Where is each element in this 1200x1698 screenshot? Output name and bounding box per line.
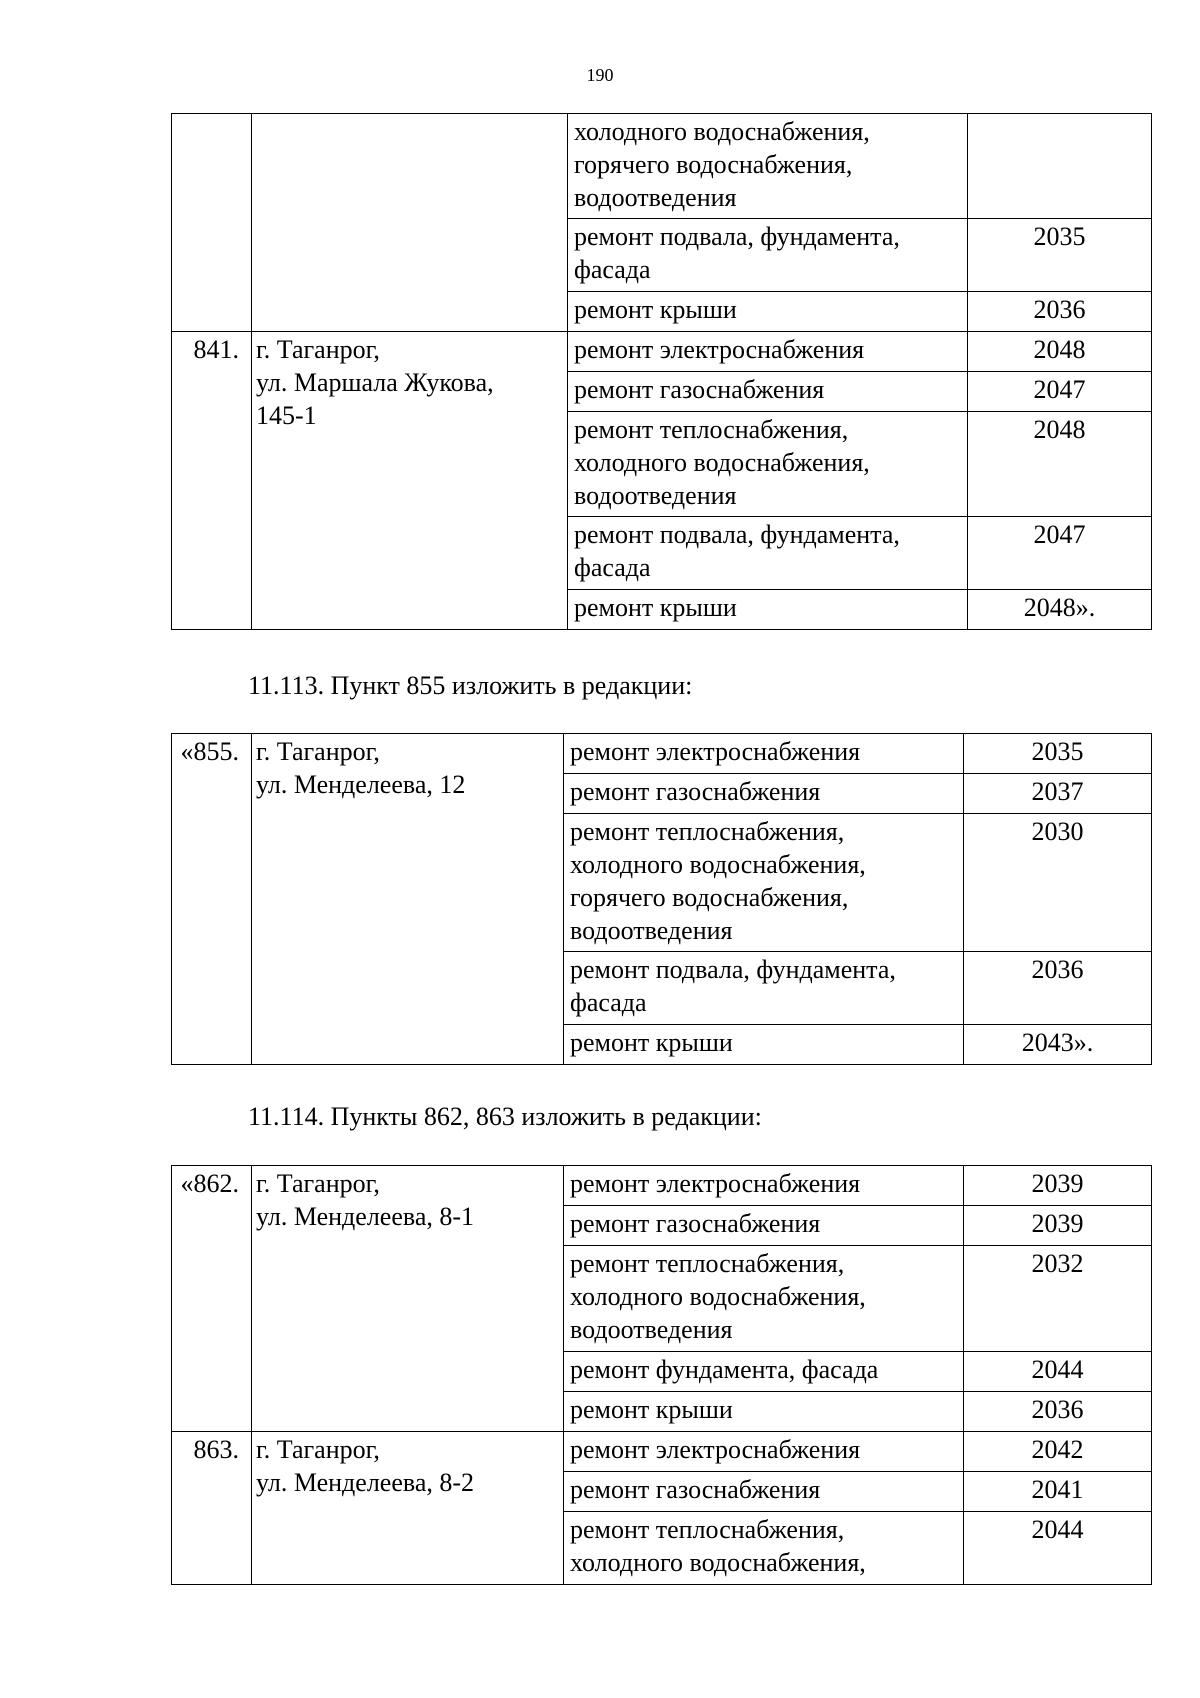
year-cell: 2039 bbox=[964, 1206, 1152, 1246]
year-cell: 2048». bbox=[968, 590, 1152, 630]
table-row bbox=[172, 734, 1152, 774]
work-type-cell: ремонт подвала, фундамента, фасада bbox=[568, 517, 968, 590]
year-cell: 2036 bbox=[968, 292, 1152, 332]
year-cell: 2039 bbox=[964, 1166, 1152, 1206]
page-number: 190 bbox=[586, 65, 614, 85]
work-type-cell: ремонт теплоснабжения, холодного водоснабжения, водоотведения bbox=[568, 412, 968, 517]
year-cell: 2030 bbox=[964, 814, 1152, 952]
work-type-cell: ремонт электроснабжения bbox=[568, 332, 968, 372]
address-cell: г. Таганрог, ул. Менделеева, 8-1 bbox=[252, 1166, 564, 1432]
work-type-cell: ремонт теплоснабжения, холодного водоснабжения, водоотведения bbox=[564, 1246, 964, 1352]
work-type-cell: ремонт крыши bbox=[568, 590, 968, 630]
work-type-cell: ремонт фундамента, фасада bbox=[564, 1352, 964, 1392]
amendment-paragraph: 11.113. Пункт 855 изложить в редакции: bbox=[248, 671, 693, 700]
year-cell: 2044 bbox=[964, 1352, 1152, 1392]
table-entries-1 bbox=[171, 113, 1152, 630]
table-entries-3 bbox=[171, 1165, 1152, 1585]
entry-number-cell bbox=[172, 114, 252, 332]
year-cell: 2041 bbox=[964, 1472, 1152, 1512]
year-cell: 2044 bbox=[964, 1512, 1152, 1585]
year-cell: 2048 bbox=[968, 412, 1152, 517]
work-type-cell: ремонт теплоснабжения, холодного водоснабжения, горячего водоснабжения, водоотведения bbox=[564, 814, 964, 952]
year-cell: 2036 bbox=[964, 1392, 1152, 1432]
work-type-cell: ремонт электроснабжения bbox=[564, 734, 964, 774]
year-cell: 2047 bbox=[968, 372, 1152, 412]
address-cell: г. Таганрог, ул. Менделеева, 12 bbox=[252, 734, 564, 1065]
entry-number-cell: 863. bbox=[172, 1432, 252, 1585]
entry-number-cell: «855. bbox=[172, 734, 252, 1065]
address-cell: г. Таганрог, ул. Маршала Жукова, 145-1 bbox=[252, 332, 568, 630]
year-cell: 2032 bbox=[964, 1246, 1152, 1352]
address-cell bbox=[252, 114, 568, 332]
work-type-cell: ремонт подвала, фундамента, фасада bbox=[568, 219, 968, 292]
work-type-cell: ремонт электроснабжения bbox=[564, 1166, 964, 1206]
table-entries-2 bbox=[171, 733, 1152, 1065]
work-type-cell: ремонт газоснабжения bbox=[564, 774, 964, 814]
table-row bbox=[172, 1432, 1152, 1472]
work-type-cell: ремонт крыши bbox=[564, 1025, 964, 1065]
work-type-cell: ремонт газоснабжения bbox=[564, 1472, 964, 1512]
entry-number-cell: 841. bbox=[172, 332, 252, 630]
year-cell: 2035 bbox=[964, 734, 1152, 774]
work-type-cell: ремонт крыши bbox=[568, 292, 968, 332]
amendment-paragraph: 11.114. Пункты 862, 863 изложить в редакции: bbox=[248, 1102, 762, 1131]
table-row bbox=[172, 1166, 1152, 1206]
year-cell: 2048 bbox=[968, 332, 1152, 372]
year-cell: 2036 bbox=[964, 952, 1152, 1025]
work-type-cell: ремонт газоснабжения bbox=[564, 1206, 964, 1246]
year-cell: 2043». bbox=[964, 1025, 1152, 1065]
work-type-cell: ремонт теплоснабжения, холодного водоснабжения, bbox=[564, 1512, 964, 1585]
year-cell: 2042 bbox=[964, 1432, 1152, 1472]
work-type-cell: ремонт крыши bbox=[564, 1392, 964, 1432]
table-row bbox=[172, 114, 1152, 219]
year-cell bbox=[968, 114, 1152, 219]
year-cell: 2035 bbox=[968, 219, 1152, 292]
work-type-cell: ремонт газоснабжения bbox=[568, 372, 968, 412]
year-cell: 2037 bbox=[964, 774, 1152, 814]
work-type-cell: ремонт подвала, фундамента, фасада bbox=[564, 952, 964, 1025]
work-type-cell: холодного водоснабжения, горячего водоснабжения, водоотведения bbox=[568, 114, 968, 219]
table-row bbox=[172, 332, 1152, 372]
work-type-cell: ремонт электроснабжения bbox=[564, 1432, 964, 1472]
year-cell: 2047 bbox=[968, 517, 1152, 590]
address-cell: г. Таганрог, ул. Менделеева, 8-2 bbox=[252, 1432, 564, 1585]
entry-number-cell: «862. bbox=[172, 1166, 252, 1432]
